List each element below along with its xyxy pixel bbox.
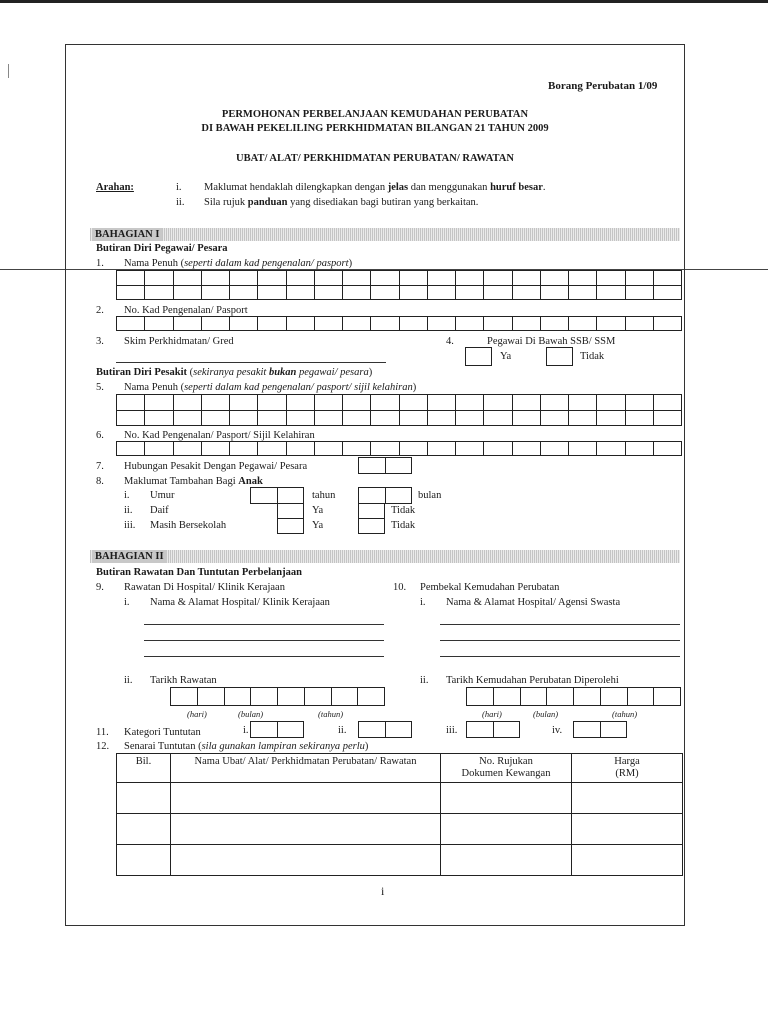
q1-label-text: Nama Penuh ( <box>124 258 185 269</box>
q3-num: 3. <box>96 336 104 347</box>
q2-label: No. Kad Pengenalan/ Pasport <box>124 305 248 316</box>
q9-date-boxes[interactable] <box>170 687 385 706</box>
q10-date-boxes[interactable] <box>466 687 681 706</box>
q2-num: 2. <box>96 305 104 316</box>
q9-i-label: Nama & Alamat Hospital/ Klinik Kerajaan <box>150 597 330 608</box>
q8-daif-tidak-label: Tidak <box>391 505 416 516</box>
section-2-subheading: Butiran Rawatan Dan Tuntutan Perbelanjaan <box>96 567 302 578</box>
q11-cat-iii-boxes[interactable] <box>466 721 520 738</box>
q8-bulan-label: bulan <box>418 490 442 501</box>
arahan-1d: huruf besar <box>490 182 543 193</box>
q4-ya-checkbox[interactable] <box>465 347 492 366</box>
q10-i-label: Nama & Alamat Hospital/ Agensi Swasta <box>446 597 621 608</box>
q12-label-italic: sila gunakan lampiran sekiranya perlu <box>201 741 365 752</box>
arahan-2a: Sila rujuk <box>204 197 246 208</box>
q9-ii-num: ii. <box>124 675 133 686</box>
q7-label: Hubungan Pesakit Dengan Pegawai/ Pesara <box>124 461 308 472</box>
arahan-1b: jelas <box>387 182 409 193</box>
q4-ya-label: Ya <box>500 351 512 362</box>
title-line-3: UBAT/ ALAT/ PERKHIDMATAN PERUBATAN/ RAWATAN <box>236 153 514 164</box>
cell-bil[interactable] <box>117 845 171 876</box>
q10-i-num: i. <box>420 597 426 608</box>
q9-label: Rawatan Di Hospital/ Klinik Kerajaan <box>124 582 285 593</box>
q12-label-close: ) <box>364 741 369 752</box>
col-nama-header: Nama Ubat/ Alat/ Perkhidmatan Perubatan/ Rawatan <box>171 754 441 783</box>
q3-label: Skim Perkhidmatan/ Gred <box>124 336 234 347</box>
q9-bulan-label: (bulan) <box>238 709 264 719</box>
table-row[interactable] <box>117 845 683 876</box>
arahan-1c: dan menggunakan <box>410 182 488 193</box>
q9-ii-label: Tarikh Rawatan <box>150 675 217 686</box>
col-rujukan-line-1: No. Rujukan <box>479 756 533 767</box>
q10-bulan-label: (bulan) <box>533 709 559 719</box>
q8-sekolah-tidak-label: Tidak <box>391 520 416 531</box>
cell-rujukan[interactable] <box>441 845 572 876</box>
q4-tidak-checkbox[interactable] <box>546 347 573 366</box>
q8-iii-num: iii. <box>124 520 136 531</box>
q11-cat-ii-boxes[interactable] <box>358 721 412 738</box>
q3-input-line[interactable] <box>116 362 386 363</box>
q10-hari-label: (hari) <box>482 709 502 719</box>
patient-subheading-f: ) <box>368 367 373 378</box>
section-1-subheading: Butiran Diri Pegawai/ Pesara <box>96 243 228 254</box>
q4-label: Pegawai Di Bawah SSB/ SSM <box>487 336 616 347</box>
patient-subheading-a: Butiran Diri Pesakit <box>96 367 187 378</box>
q9-hari-label: (hari) <box>187 709 207 719</box>
q8-label <box>124 476 263 488</box>
arahan-label: Arahan: <box>96 182 134 193</box>
q9-address-line-1[interactable] <box>144 624 384 625</box>
scan-top-edge <box>0 0 768 3</box>
q7-num: 7. <box>96 461 104 472</box>
q11-cat-ii-label: ii. <box>338 725 347 736</box>
q1-name-boxes[interactable] <box>116 270 682 300</box>
q10-ii-label: Tarikh Kemudahan Perubatan Diperolehi <box>446 675 619 686</box>
q8-daif-tidak-checkbox[interactable] <box>358 503 385 519</box>
q8-sekolah-ya-label: Ya <box>312 520 324 531</box>
section-2-band <box>90 550 680 563</box>
q1-num: 1. <box>96 258 104 269</box>
section-2-heading: BAHAGIAN II <box>92 550 167 563</box>
cell-harga[interactable] <box>572 814 683 845</box>
q9-address-line-3[interactable] <box>144 656 384 657</box>
q8-tahun-label: tahun <box>312 490 336 501</box>
cell-bil[interactable] <box>117 783 171 814</box>
title-line-1: PERMOHONAN PERBELANJAAN KEMUDAHAN PERUBATAN <box>221 109 529 120</box>
q2-ic-boxes[interactable] <box>116 316 682 331</box>
claims-table-header <box>117 754 683 783</box>
patient-subheading-d: bukan <box>268 367 297 378</box>
arahan-1a: Maklumat hendaklah dilengkapkan dengan <box>204 182 386 193</box>
scan-mark <box>8 64 9 78</box>
cell-rujukan[interactable] <box>441 783 572 814</box>
q1-label-italic: seperti dalam kad pengenalan/ pasport <box>184 258 349 269</box>
patient-subheading <box>96 367 372 379</box>
q9-num: 9. <box>96 582 104 593</box>
section-1-band <box>90 228 680 241</box>
patient-subheading-e: pegawai/ pesara <box>296 367 369 378</box>
q12-num: 12. <box>96 741 110 752</box>
q10-address-line-2[interactable] <box>440 640 680 641</box>
patient-subheading-b: ( <box>187 367 194 378</box>
q4-num: 4. <box>446 336 454 347</box>
arahan-item-1 <box>204 182 546 194</box>
q12-label-text: Senarai Tuntutan ( <box>124 741 202 752</box>
q8-age-months-boxes[interactable] <box>358 487 412 504</box>
q5-name-boxes[interactable] <box>116 394 682 426</box>
q5-label-close: ) <box>412 382 417 393</box>
table-row[interactable] <box>117 814 683 845</box>
cell-bil[interactable] <box>117 814 171 845</box>
table-row[interactable] <box>117 783 683 814</box>
col-harga-line-2: (RM) <box>615 768 639 779</box>
cell-harga[interactable] <box>572 783 683 814</box>
q10-ii-num: ii. <box>420 675 429 686</box>
q10-label: Pembekal Kemudahan Perubatan <box>420 582 560 593</box>
q8-sekolah-tidak-checkbox[interactable] <box>358 518 385 534</box>
q8-ii-num: ii. <box>124 505 133 516</box>
q1-label <box>124 258 352 270</box>
q6-num: 6. <box>96 430 104 441</box>
q5-label-italic: seperti dalam kad pengenalan/ pasport/ sijil kelahiran <box>184 382 413 393</box>
page-number: i <box>381 884 385 898</box>
q9-i-num: i. <box>124 597 130 608</box>
q8-daif-ya-checkbox[interactable] <box>277 503 304 519</box>
col-harga-header <box>572 754 683 783</box>
q8-label-b: Anak <box>238 476 263 487</box>
q12-label <box>124 741 368 753</box>
q10-num: 10. <box>393 582 407 593</box>
q5-num: 5. <box>96 382 104 393</box>
arahan-item-2-num: ii. <box>176 197 185 208</box>
q9-tahun-label: (tahun) <box>318 709 344 719</box>
q8-age-years-boxes[interactable] <box>250 487 304 504</box>
q5-label-text: Nama Penuh ( <box>124 382 185 393</box>
claims-table <box>116 753 683 876</box>
q10-address-line-3[interactable] <box>440 656 680 657</box>
arahan-item-1-num: i. <box>176 182 182 193</box>
q8-iii-label: Masih Bersekolah <box>150 520 227 531</box>
q11-cat-i-boxes[interactable] <box>250 721 304 738</box>
arahan-1e: . <box>542 182 546 193</box>
q8-i-num: i. <box>124 490 130 501</box>
col-harga-line-1: Harga <box>614 756 640 767</box>
q10-address-line-1[interactable] <box>440 624 680 625</box>
q8-i-label: Umur <box>150 490 175 501</box>
q11-num: 11. <box>96 727 109 738</box>
patient-subheading-c: sekiranya pesakit <box>193 367 269 378</box>
col-rujukan-line-2: Dokumen Kewangan <box>461 768 551 779</box>
col-bil-header: Bil. <box>117 754 171 783</box>
q6-label: No. Kad Pengenalan/ Pasport/ Sijil Kelahiran <box>124 430 315 441</box>
q8-sekolah-ya-checkbox[interactable] <box>277 518 304 534</box>
q8-ii-label: Daif <box>150 505 169 516</box>
q11-cat-iv-label: iv. <box>552 725 563 736</box>
q4-tidak-label: Tidak <box>580 351 605 362</box>
q1-label-close: ) <box>348 258 353 269</box>
cell-rujukan[interactable] <box>441 814 572 845</box>
q9-address-line-2[interactable] <box>144 640 384 641</box>
col-rujukan-header <box>441 754 572 783</box>
section-1-heading: BAHAGIAN I <box>92 228 162 241</box>
q11-cat-iv-boxes[interactable] <box>573 721 627 738</box>
title-line-2: DI BAWAH PEKELILING PERKHIDMATAN BILANGAN 21 TAHUN 2009 <box>201 123 549 134</box>
q5-label <box>124 382 416 394</box>
q8-daif-ya-label: Ya <box>312 505 324 516</box>
cell-nama[interactable] <box>171 783 441 814</box>
arahan-2c: yang disediakan bagi butiran yang berkaitan. <box>290 197 479 208</box>
cell-harga[interactable] <box>572 845 683 876</box>
cell-nama[interactable] <box>171 814 441 845</box>
q11-label: Kategori Tuntutan <box>124 727 201 738</box>
q8-label-a: Maklumat Tambahan Bagi <box>124 476 236 487</box>
q6-ic-boxes[interactable] <box>116 441 682 456</box>
arahan-2b: panduan <box>247 197 288 208</box>
q8-num: 8. <box>96 476 104 487</box>
arahan-item-2 <box>204 197 478 209</box>
q7-relation-boxes[interactable] <box>358 457 412 474</box>
q10-tahun-label: (tahun) <box>612 709 638 719</box>
q11-cat-i-label: i. <box>243 725 249 736</box>
q11-cat-iii-label: iii. <box>446 725 458 736</box>
cell-nama[interactable] <box>171 845 441 876</box>
form-code: Borang Perubatan 1/09 <box>548 80 658 92</box>
